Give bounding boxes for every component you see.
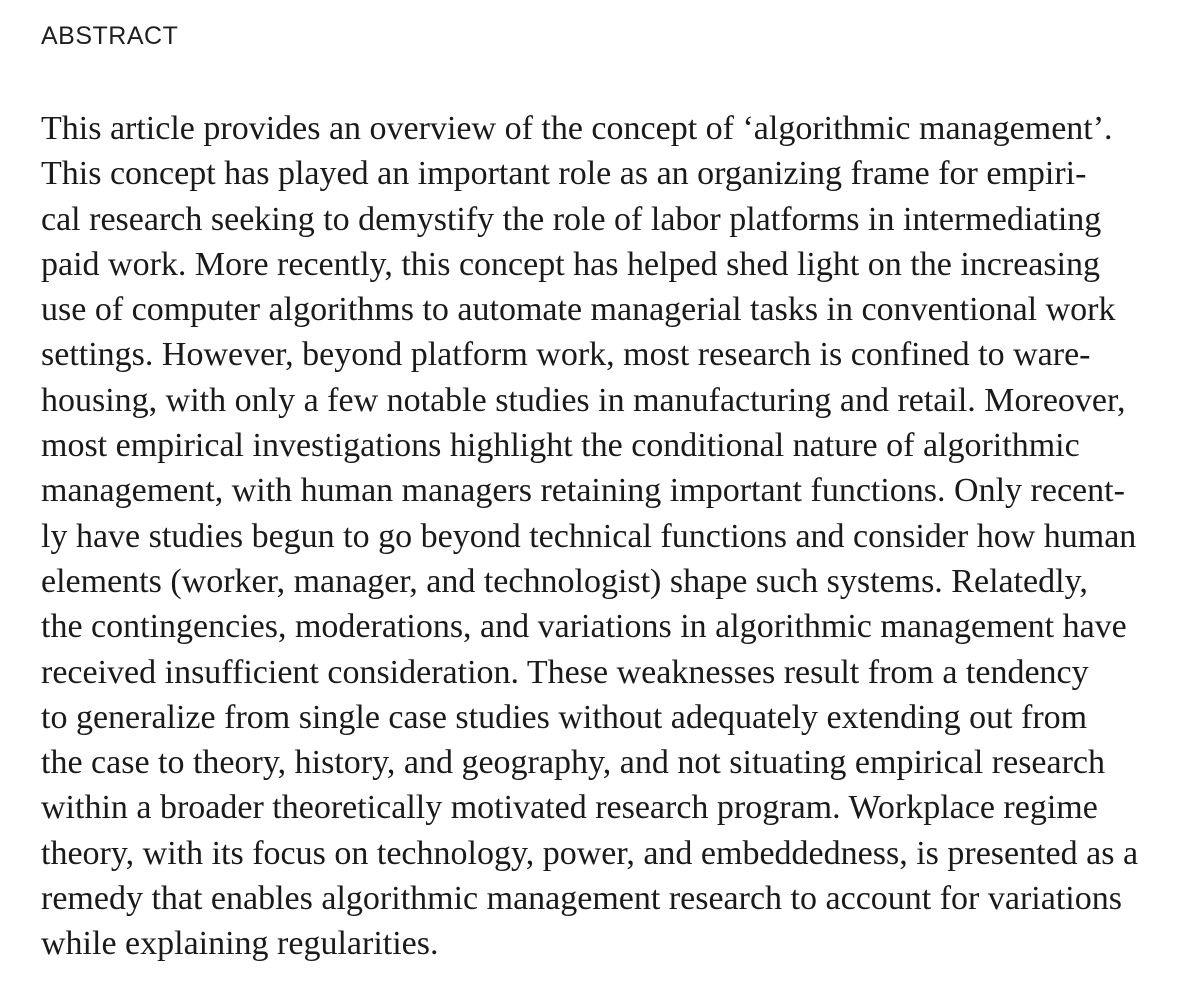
abstract-line: while explaining regularities. bbox=[41, 925, 439, 963]
abstract-line: theory, with its focus on technology, power, and embeddedness, is presented as a bbox=[41, 834, 1139, 872]
abstract-line: within a broader theoretically motivated research program. Workplace regime bbox=[41, 789, 1098, 827]
abstract-section bbox=[41, 18, 1161, 967]
abstract-line: the contingencies, moderations, and variations in algorithmic management have bbox=[41, 608, 1127, 646]
abstract-line: management, with human managers retaining important functions. Only recent- bbox=[41, 472, 1125, 510]
abstract-line: cal research seeking to demystify the role of labor platforms in intermediating bbox=[41, 200, 1102, 238]
abstract-body bbox=[41, 106, 1161, 967]
abstract-line: This concept has played an important role as an organizing frame for empiri- bbox=[41, 155, 1087, 193]
abstract-line: most empirical investigations highlight the conditional nature of algorithmic bbox=[41, 427, 1080, 465]
abstract-line: paid work. More recently, this concept has helped shed light on the increasing bbox=[41, 245, 1101, 283]
abstract-line: ly have studies begun to go beyond technical functions and consider how human bbox=[41, 517, 1137, 555]
abstract-line: settings. However, beyond platform work, most research is confined to ware- bbox=[41, 336, 1091, 374]
abstract-line: This article provides an overview of the concept of ‘algorithmic management’. bbox=[41, 110, 1113, 147]
abstract-line: to generalize from single case studies without adequately extending out from bbox=[41, 698, 1088, 736]
abstract-line: the case to theory, history, and geography, and not situating empirical research bbox=[41, 744, 1106, 782]
abstract-line: housing, with only a few notable studies in manufacturing and retail. Moreover, bbox=[41, 381, 1126, 419]
abstract-line: use of computer algorithms to automate managerial tasks in conventional work bbox=[41, 291, 1116, 329]
abstract-line: elements (worker, manager, and technologist) shape such systems. Relatedly, bbox=[41, 562, 1088, 600]
abstract-heading: ABSTRACT bbox=[41, 22, 179, 50]
abstract-line: received insufficient consideration. These weaknesses result from a tendency bbox=[41, 653, 1089, 691]
abstract-line: remedy that enables algorithmic management research to account for variations bbox=[41, 880, 1122, 918]
